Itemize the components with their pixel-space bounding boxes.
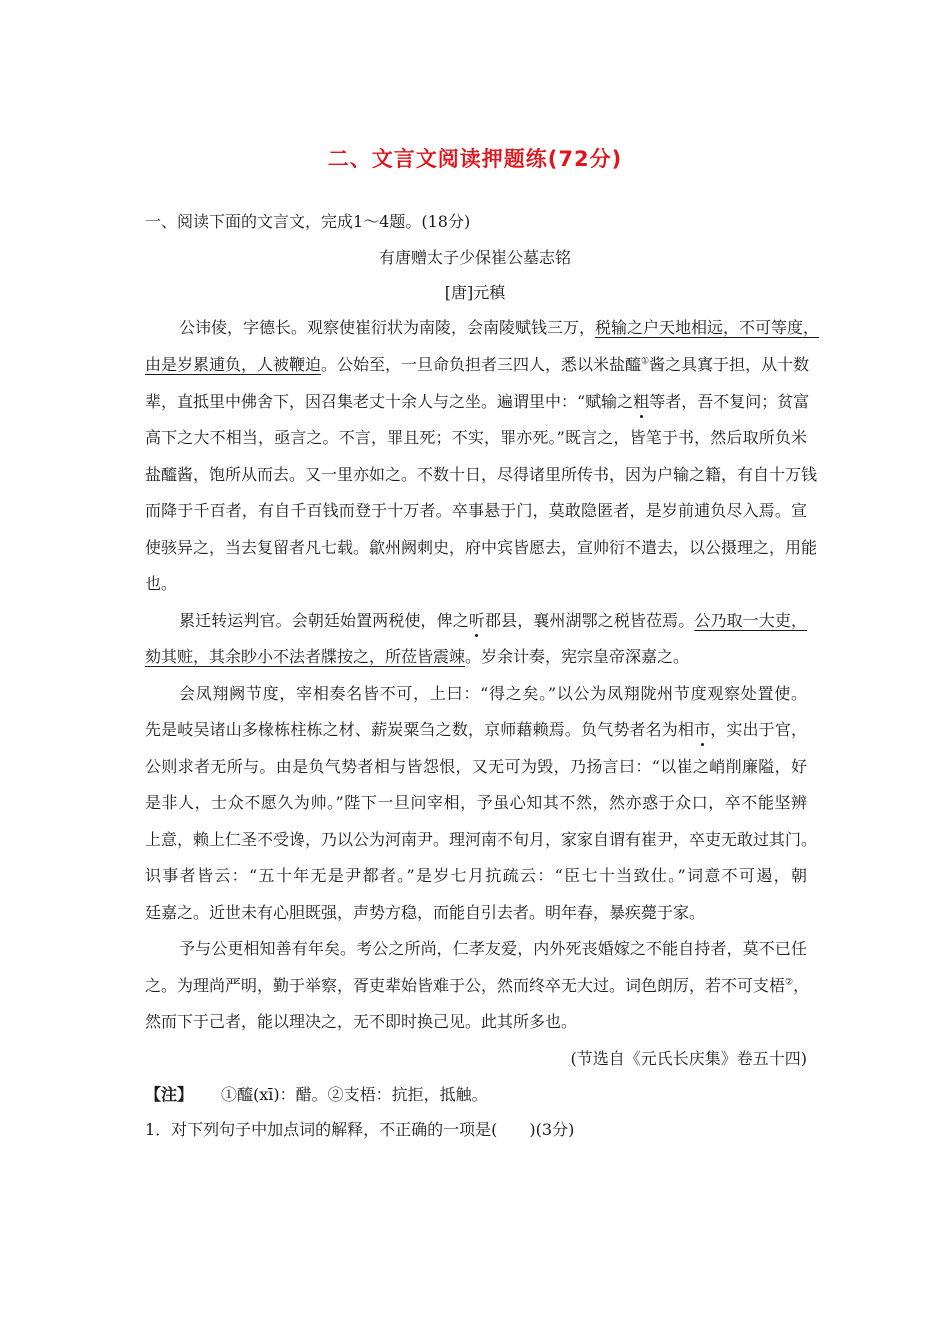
p3-line-4: 是非人，士众不愿久为帅。”陛下一旦问宰相，予虽心知其不然，然亦惑于众口，卒不能坚辨	[145, 793, 807, 812]
p3-line-5: 上意，赖上仁圣不受谗，乃以公为河南尹。理河南不旬月，家家自谓有崔尹，卒吏无敢过其门。	[145, 830, 818, 849]
p4-line-1: 予与公更相知善有年矣。考公之所尚，仁孝友爱，内外死丧婚嫁之不能自持者，莫不已任	[179, 939, 807, 958]
p1-line-2: 由是岁累逋负，人被鞭迫。公始至，一旦命负担者三四人，悉以米盐醯①酱之具寘于担，从十数	[145, 355, 810, 374]
note-label: 【注】	[145, 1085, 194, 1104]
p3-line-7: 廷嘉之。近世未有心胆既强，声势方稳，而能自引去者。明年春，暴疾薨于家。	[145, 903, 706, 922]
essay-title: 有唐赠太子少保崔公墓志铭	[378, 248, 571, 267]
page-title: 二、文言文阅读押题练(72分)	[327, 147, 623, 171]
p2-line-1: 累迁转运判官。会朝廷始置两税使，俾之听郡县，襄州湖鄂之税皆莅焉。公乃取一大吏，	[179, 611, 807, 630]
underlined-phrase: 公乃取一大吏，	[694, 611, 807, 630]
p1-line-6: 而降于千百者，有自千百钱而登于十万者。卒事悬于门，莫敢隐匿者，是岁前逋负尽入焉。宣	[145, 501, 807, 520]
question-1: 1．对下列句子中加点词的解释，不正确的一项是( )(3分)	[145, 1120, 575, 1139]
note	[145, 1082, 488, 1105]
underlined-phrase: 由是岁累逋负，人被鞭迫	[145, 355, 322, 374]
underlined-phrase: 税输之户天地相远，不可等度，	[595, 318, 820, 337]
dotted-word: 粗	[633, 392, 650, 411]
p1-line-1: 公讳倰，字德长。观察使崔衍状为南陵，会南陵赋钱三万，税输之户天地相远，不可等度，	[179, 318, 820, 337]
p3-line-3: 公则求者无所与。由是负气势者相与皆怨恨，又无可为毁，乃扬言曰：“以崔之峭削廉隘，好	[145, 757, 807, 776]
source-citation: (节选自《元氏长庆集》卷五十四)	[570, 1049, 807, 1068]
note-text: ①醯(xī)：醋。②支梧：抗拒，抵触。	[221, 1085, 488, 1104]
footnote-mark: ②	[785, 977, 794, 988]
essay-author: [唐]元稹	[444, 283, 506, 302]
dotted-word: 市	[694, 720, 711, 739]
p1-line-8: 也。	[145, 574, 178, 593]
dotted-word: 听	[468, 611, 485, 630]
p3-line-2: 先是岐吴诸山多椽栋柱栋之材、薪炭粟刍之数，京师藉赖焉。负气势者名为相市，实出于官，	[145, 720, 807, 739]
p2-line-2: 劾其赃，其余眇小不法者牒按之，所莅皆震竦。岁余计奏，宪宗皇帝深嘉之。	[145, 647, 690, 666]
p1-line-7: 使骇异之，当去复留者凡七载。歙州阙刺史，府中宾皆愿去，宣帅衍不遣去，以公摄理之，用能	[145, 538, 818, 557]
p4-line-2: 之。为理尚严明，勤于举察，胥吏辈始皆难于公，然而终卒无大过。词色朗厉，若不可支梧②，	[145, 976, 810, 995]
p3-line-6: 识事者皆云：“五十年无是尹都者。”是岁七月抗疏云：“臣七十当致仕。”词意不可遏，朝	[145, 866, 807, 885]
instruction: 一、阅读下面的文言文，完成1～4题。(18分)	[145, 212, 471, 231]
p1-line-3: 辈，直抵里中佛舍下，因召集老丈十余人与之坐。遍谓里中：“赋输之粗等者，吾不复问；贫富	[145, 392, 810, 411]
p4-line-3: 然而下于己者，能以理决之，无不即时换己见。此其所多也。	[145, 1012, 578, 1031]
footnote-mark: ①	[641, 356, 650, 367]
p1-line-5: 盐醯酱，饱所从而去。又一里亦如之。不数十日，尽得诸里所传书，因为户输之籍，有自十万钱	[145, 465, 818, 484]
underlined-phrase: 劾其赃，其余眇小不法者牒按之，所莅皆震竦	[145, 647, 466, 666]
p3-line-1: 会凤翔阙节度，宰相奏名皆不可，上曰：“得之矣。”以公为凤翔陇州节度观察处置使。	[179, 684, 807, 703]
p1-line-4: 高下之大不相当，亟言之。不言，罪且死；不实，罪亦死。”既言之，皆笔于书，然后取所负米	[145, 428, 807, 447]
